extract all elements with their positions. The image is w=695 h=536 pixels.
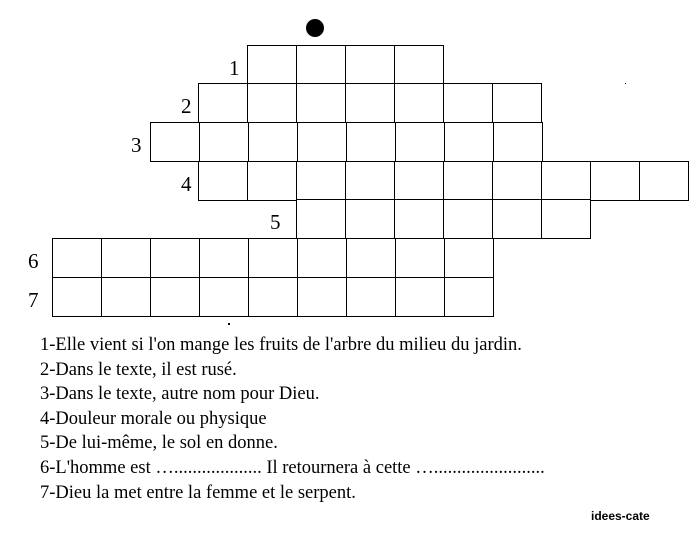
clue-2: 2-Dans le texte, il est rusé. (40, 359, 237, 380)
clue-5: 5-De lui-même, le sol en donne. (40, 433, 278, 454)
grid-cell-r4-c6[interactable] (443, 161, 493, 201)
grid-cell-r3-c4[interactable] (297, 122, 347, 162)
credit-label: idees-cate (591, 509, 650, 523)
grid-cell-r3-c2[interactable] (199, 122, 249, 162)
grid-cell-r6-c7[interactable] (346, 238, 396, 278)
row-number-4: 4 (181, 172, 192, 196)
grid-cell-r6-c9[interactable] (444, 238, 494, 278)
clue-1: 1-Elle vient si l'on mange les fruits de l'arbre du milieu du jardin. (40, 335, 522, 355)
grid-cell-r2-c5[interactable] (394, 83, 444, 123)
grid-cell-r4-c5[interactable] (394, 161, 444, 201)
row-number-5: 5 (270, 210, 281, 234)
grid-cell-r5-c3[interactable] (394, 199, 444, 239)
grid-cell-r4-c2[interactable] (247, 161, 297, 201)
grid-cell-r4-c4[interactable] (345, 161, 395, 201)
grid-cell-r7-c7[interactable] (346, 277, 396, 317)
row-number-3: 3 (131, 133, 142, 157)
row-number-2: 2 (181, 94, 192, 118)
dot-marker (306, 19, 324, 37)
grid-cell-r5-c1[interactable] (296, 199, 346, 239)
grid-cell-r2-c2[interactable] (247, 83, 297, 123)
grid-cell-r2-c3[interactable] (296, 83, 346, 123)
grid-cell-r3-c5[interactable] (346, 122, 396, 162)
grid-cell-r3-c1[interactable] (150, 122, 200, 162)
grid-cell-r5-c5[interactable] (492, 199, 542, 239)
grid-cell-r7-c1[interactable] (52, 277, 102, 317)
grid-cell-r7-c8[interactable] (395, 277, 445, 317)
grid-cell-r4-c7[interactable] (492, 161, 542, 201)
grid-cell-r4-c8[interactable] (541, 161, 591, 201)
clue-6: 6-L'homme est …................... Il retournera à cette …........................ (40, 457, 545, 478)
speck (228, 323, 230, 325)
grid-cell-r6-c3[interactable] (150, 238, 200, 278)
grid-cell-r4-c3[interactable] (296, 161, 346, 201)
grid-cell-r1-c1[interactable] (247, 45, 297, 85)
grid-cell-r1-c2[interactable] (296, 45, 346, 85)
row-number-7: 7 (28, 288, 39, 312)
grid-cell-r1-c4[interactable] (394, 45, 444, 85)
grid-cell-r7-c9[interactable] (444, 277, 494, 317)
grid-cell-r3-c3[interactable] (248, 122, 298, 162)
clue-list (40, 333, 545, 505)
grid-cell-r6-c1[interactable] (52, 238, 102, 278)
grid-cell-r6-c2[interactable] (101, 238, 151, 278)
grid-cell-r2-c4[interactable] (345, 83, 395, 123)
grid-cell-r3-c6[interactable] (395, 122, 445, 162)
grid-cell-r6-c4[interactable] (199, 238, 249, 278)
grid-cell-r2-c6[interactable] (443, 83, 493, 123)
grid-cell-r7-c2[interactable] (101, 277, 151, 317)
grid-cell-r7-c5[interactable] (248, 277, 298, 317)
grid-cell-r7-c6[interactable] (297, 277, 347, 317)
clue-3: 3-Dans le texte, autre nom pour Dieu. (40, 384, 320, 405)
grid-cell-r4-c10[interactable] (639, 161, 689, 201)
grid-cell-r5-c2[interactable] (345, 199, 395, 239)
grid-cell-r5-c4[interactable] (443, 199, 493, 239)
speck (625, 83, 626, 84)
row-number-6: 6 (28, 249, 39, 273)
grid-cell-r6-c6[interactable] (297, 238, 347, 278)
grid-cell-r7-c3[interactable] (150, 277, 200, 317)
grid-cell-r4-c1[interactable] (198, 161, 248, 201)
grid-cell-r3-c8[interactable] (493, 122, 543, 162)
clue-4: 4-Douleur morale ou physique (40, 408, 267, 429)
row-number-1: 1 (229, 56, 240, 80)
grid-cell-r3-c7[interactable] (444, 122, 494, 162)
grid-cell-r4-c9[interactable] (590, 161, 640, 201)
grid-cell-r7-c4[interactable] (199, 277, 249, 317)
grid-cell-r6-c5[interactable] (248, 238, 298, 278)
grid-cell-r2-c7[interactable] (492, 83, 542, 123)
grid-cell-r1-c3[interactable] (345, 45, 395, 85)
grid-cell-r5-c6[interactable] (541, 199, 591, 239)
grid-cell-r6-c8[interactable] (395, 238, 445, 278)
clue-7: 7-Dieu la met entre la femme et le serpent. (40, 482, 356, 503)
grid-cell-r2-c1[interactable] (198, 83, 248, 123)
